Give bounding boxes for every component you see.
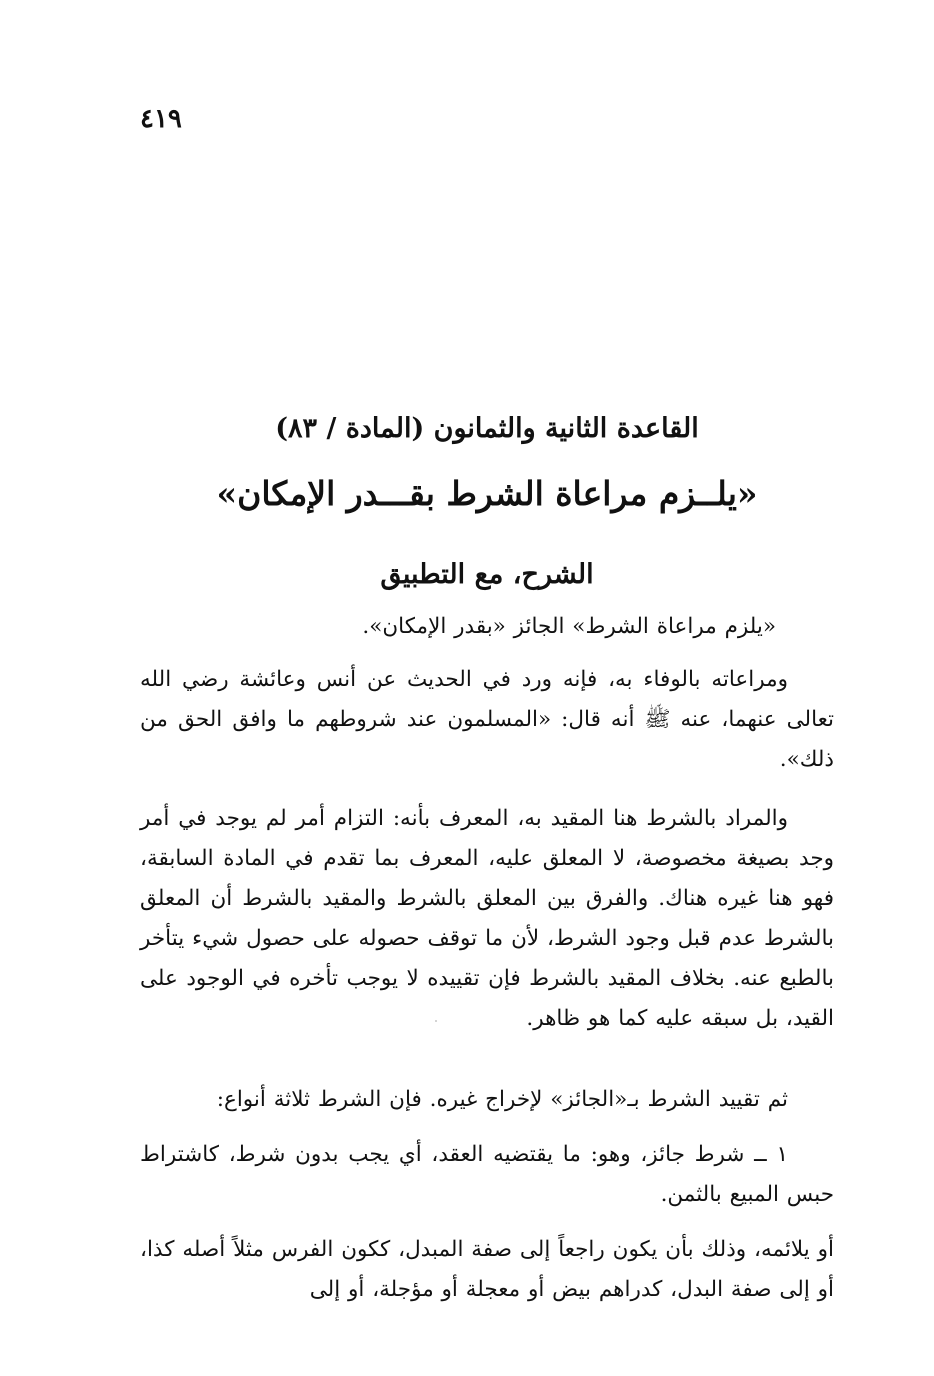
suitable-condition-paragraph: أو يلائمه، وذلك بأن يكون راجعاً إلى صفة المبدل، ككون الفرس مثلاً أصله كذا، أو إلى صفة البدل، كدراهم بيض أو معجلة أو مؤجلة، أو إلى <box>140 1236 834 1302</box>
hadith-paragraph: ومراعاته بالوفاء به، فإنه ورد في الحديث عن أنس وعائشة رضي الله تعالى عنهما، عنه ﷺ أنه قال: «المسلمون عند شروطهم ما وافق الحق من ذلك». <box>140 666 834 772</box>
condition-definition-paragraph: والمراد بالشرط هنا المقيد به، المعرف بأنه: التزام أمر لم يوجد في أمر وجد بصيغة مخصوصة، لا المعلق عليه، المعرف بما تقدم في المادة السابقة، فهو هنا غيره هناك. والفرق بين المعلق بالشرط والمقيد بالشرط أن المعلق بالشرط عدم قبل وجود الشرط، لأن ما توقف حصوله على حصول شيء يتأخر بالطبع عنه. بخلاف المقيد بالشرط فإن تقييده لا يوجب تأخره في الوجود على القيد، بل سبقه عليه كما هو ظاهر. <box>140 805 834 1031</box>
rule-heading: القاعدة الثانية والثمانون (المادة / ٨٣) <box>275 413 699 445</box>
page-number: ٤١٩ <box>140 104 182 134</box>
condition-types-intro: ثم تقييد الشرط بـ«الجائز» لإخراج غيره. فإن الشرط ثلاثة أنواع: <box>216 1086 788 1112</box>
opening-statement: «يلزم مراعاة الشرط» الجائز «بقدر الإمكان». <box>362 613 776 639</box>
print-speck <box>435 1020 437 1022</box>
permitted-condition-paragraph: ١ ــ شرط جائز، وهو: ما يقتضيه العقد، أي يجب بدون شرط، كاشتراط حبس المبيع بالثمن. <box>140 1141 834 1207</box>
section-heading: الشرح، مع التطبيق <box>380 559 594 590</box>
maxim-heading: «يلــزم مراعاة الشرط بقـــدر الإمكان» <box>216 474 758 514</box>
